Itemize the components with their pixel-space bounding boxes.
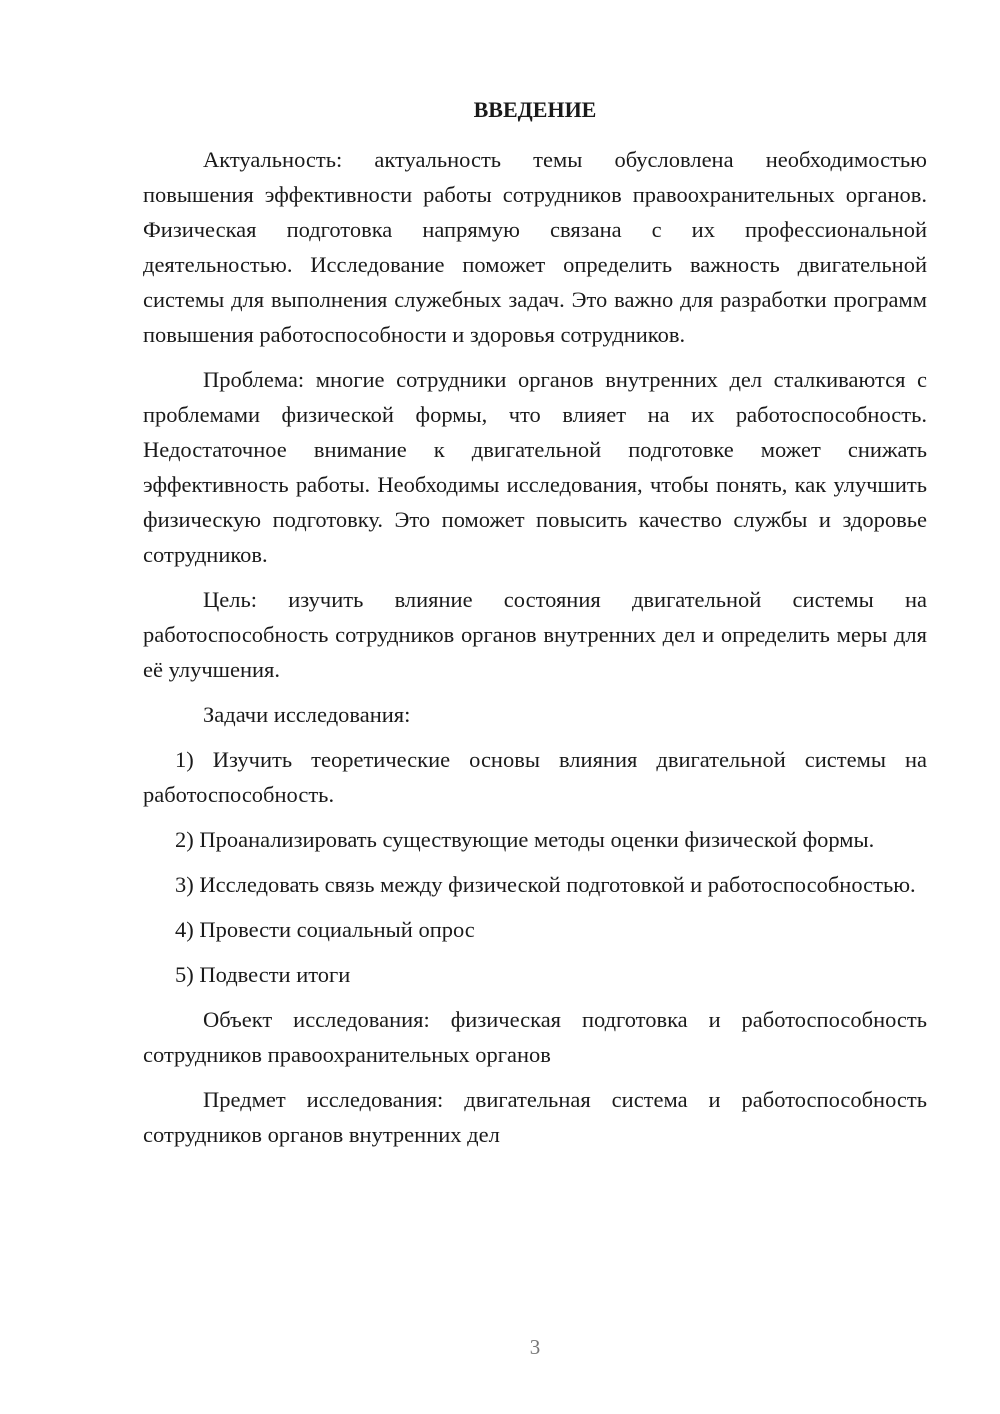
document-body — [143, 142, 927, 1162]
page-number: 3 — [529, 1335, 541, 1359]
tasks-heading: Задачи исследования: — [203, 702, 411, 727]
relevance-paragraph: Актуальность: актуальность темы обусловлена необходимостью повышения эффективности работы сотрудников правоохранительных органов. Физическая подготовка напрямую связана с их профессиональной деятельностью. Исследование поможет определить важность двигательной системы для выполнения служебных задач. Это важно для разработки программ повышения работоспособности и здоровья сотрудников. — [143, 147, 927, 347]
task-item-1: 1) Изучить теоретические основы влияния двигательной системы на работоспособность. — [143, 747, 927, 807]
object-paragraph: Объект исследования: физическая подготовка и работоспособность сотрудников правоохранительных органов — [143, 1007, 927, 1067]
task-item-5: 5) Подвести итоги — [175, 962, 351, 987]
task-item-2: 2) Проанализировать существующие методы оценки физической формы. — [175, 827, 875, 852]
page-title: ВВЕДЕНИЕ — [473, 97, 597, 122]
subject-paragraph: Предмет исследования: двигательная система и работоспособность сотрудников органов внутренних дел — [143, 1087, 927, 1147]
task-item-4: 4) Провести социальный опрос — [175, 917, 475, 942]
problem-paragraph: Проблема: многие сотрудники органов внутренних дел сталкиваются с проблемами физической формы, что влияет на их работоспособность. Недостаточное внимание к двигательной подготовке может снижать эффективность работы. Необходимы исследования, чтобы понять, как улучшить физическую подготовку. Это поможет повысить качество службы и здоровье сотрудников. — [143, 367, 927, 567]
goal-paragraph: Цель: изучить влияние состояния двигательной системы на работоспособность сотрудников органов внутренних дел и определить меры для её улучшения. — [143, 587, 927, 682]
task-item-3: 3) Исследовать связь между физической подготовкой и работоспособностью. — [175, 872, 916, 897]
